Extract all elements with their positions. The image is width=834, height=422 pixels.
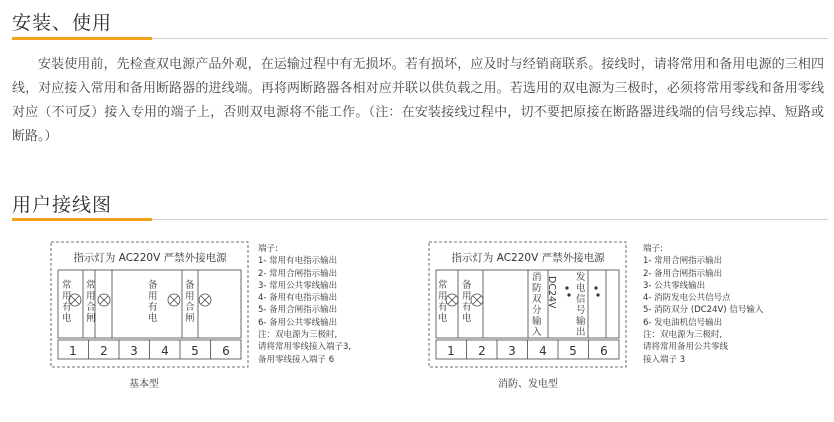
wiring-diagram-fire-generator [428,240,628,370]
legend-line: 4- 消防发电公共信号点 [643,293,731,304]
label-generator-output: 发电信号输出 [576,272,586,338]
legend-line: 5- 备用合闸指示输出 [258,305,338,316]
legend-line: 端子: [643,244,663,254]
terminal-number: 2 [478,344,486,358]
contact-dot [594,286,597,289]
indicator-lamp-icon [168,294,180,306]
legend-line: 3- 常用公共零线输出 [258,280,338,291]
section-divider [12,219,828,220]
section-title-wiring: 用户接线图 [12,194,113,216]
legend-line: 2- 备用合闸指示输出 [643,268,723,279]
legend-line: 注：双电源为三极时, [258,330,338,341]
terminal-number: 6 [222,344,230,358]
terminal-number: 1 [447,344,455,358]
diagram-caption-fire: 消防、发电型 [498,379,558,390]
terminal-number: 5 [191,344,199,358]
label-backup-power: 备用有电 [148,280,158,324]
accent-bar [12,218,152,221]
contact-dot [565,286,568,289]
contact-dot [567,293,570,296]
section-title-install: 安装、使用 [12,12,113,34]
indicator-lamp-icon [98,294,110,306]
legend-line: 6- 发电油机信号输出 [643,317,723,328]
diagram-header: 指示灯为 AC220V 严禁外接电源 [451,252,605,264]
legend-line: 接入端子 3 [643,354,686,365]
indicator-lamp-icon [471,294,483,306]
label-normal-power: 常用有电 [438,280,448,324]
terminal-number: 3 [508,344,516,358]
terminal-number: 4 [539,344,547,358]
terminal-number: 1 [69,344,77,358]
terminal-number: 5 [569,344,577,358]
diagram-header: 指示灯为 AC220V 严禁外接电源 [73,252,227,264]
legend-line: 3- 公共零线输出 [643,280,706,291]
diagram-caption-basic: 基本型 [129,379,159,390]
legend-line: 请将常用备用公共零线 [643,342,729,353]
legend-line: 注：双电源为三极时, [643,330,723,341]
legend-line: 6- 备用公共零线输出 [258,317,338,328]
label-fire-input: 消防双分输入 [532,272,542,338]
indicator-lamp-icon [446,294,458,306]
legend-line: 备用零线接入端子 6 [258,354,335,365]
legend-line: 2- 常用合闸指示输出 [258,268,338,279]
label-backup-power: 备用有电 [462,280,472,324]
accent-bar [12,37,152,40]
legend-line: 1- 常用有电指示输出 [258,256,338,267]
indicator-lamp-icon [199,294,211,306]
contact-dot [596,293,599,296]
section-divider [12,38,828,39]
legend-line: 请将常用零线接入端子3, [258,342,352,353]
label-normal-power: 常用有电 [62,280,72,324]
label-normal-closed: 常用合闸 [86,280,96,324]
terminal-number: 3 [130,344,138,358]
label-dc24v: DC24V [546,276,557,309]
wiring-diagram-basic [50,240,250,370]
legend-line: 4- 备用有电指示输出 [258,293,338,304]
legend-line: 5- 消防双分 (DC24V) 信号输入 [643,305,764,316]
terminal-number: 6 [600,344,608,358]
legend-line: 1- 常用合闸指示输出 [643,256,723,267]
legend-line: 端子: [258,244,278,254]
label-backup-closed: 备用合闸 [185,280,195,324]
terminal-legend-fire [643,243,763,366]
terminal-number: 4 [161,344,169,358]
terminal-legend-basic [258,243,351,366]
terminal-number: 2 [100,344,108,358]
install-paragraph: 安装使用前，先检查双电源产品外观，在运输过程中有无损坏。若有损坏，应及时与经销商联系。接线时，请将常用和备用电源的三相四线，对应接入常用和备用断路器的进线端。再将两断路器各相对应并联以供负载之用。若选用的双电源为三极时，必须将常用零线和备用零线对应（不可反）接入专用的端子上，否则双电源将不能工作。（注：在安装接线过程中，切不要把原接在断路器进线端的信号线忘掉、短路或断路。） [12,57,824,144]
